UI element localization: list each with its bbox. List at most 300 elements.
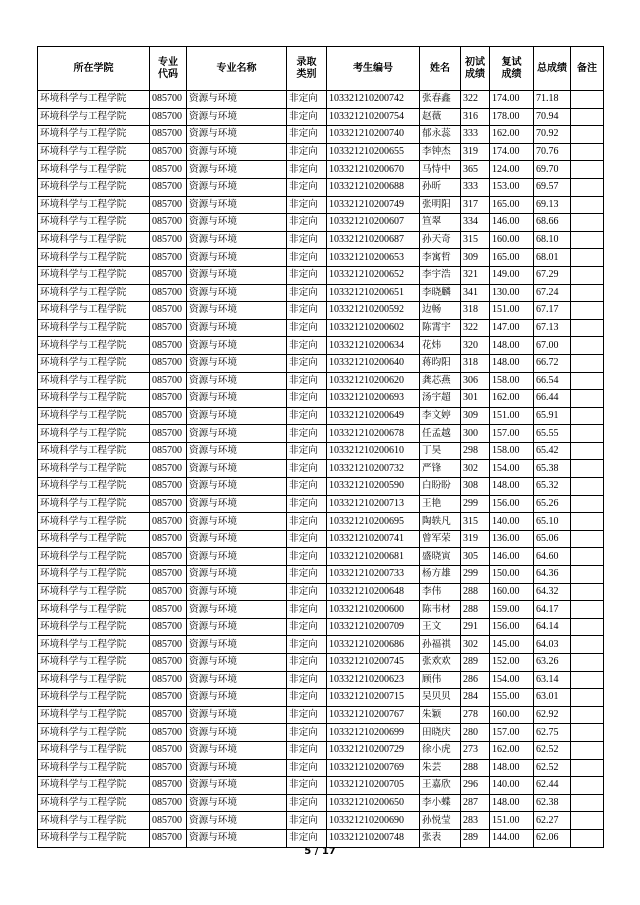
cell-total-score: 64.14 [534, 618, 571, 636]
cell-prelim-score: 302 [461, 460, 490, 478]
cell-retest-score: 157.00 [490, 425, 534, 443]
cell-major-name: 资源与环境 [187, 741, 287, 759]
cell-major-name: 资源与环境 [187, 601, 287, 619]
cell-name: 田晓庆 [420, 724, 461, 742]
cell-retest-score: 148.00 [490, 478, 534, 496]
cell-major-name: 资源与环境 [187, 829, 287, 847]
cell-remarks [571, 354, 604, 372]
cell-candidate-id: 103321210200653 [327, 249, 420, 267]
cell-prelim-score: 291 [461, 618, 490, 636]
cell-prelim-score: 301 [461, 390, 490, 408]
cell-major-name: 资源与环境 [187, 548, 287, 566]
cell-college: 环境科学与工程学院 [38, 777, 150, 795]
cell-college: 环境科学与工程学院 [38, 425, 150, 443]
header-name: 姓名 [420, 47, 461, 91]
cell-retest-score: 156.00 [490, 495, 534, 513]
cell-total-score: 64.32 [534, 583, 571, 601]
cell-major-name: 资源与环境 [187, 636, 287, 654]
cell-remarks [571, 618, 604, 636]
table-row [38, 249, 604, 267]
cell-prelim-score: 321 [461, 266, 490, 284]
cell-major-code: 085700 [150, 741, 187, 759]
cell-college: 环境科学与工程学院 [38, 741, 150, 759]
admission-results-table [37, 46, 604, 848]
table-row [38, 777, 604, 795]
table-row [38, 513, 604, 531]
cell-candidate-id: 103321210200742 [327, 91, 420, 109]
cell-major-code: 085700 [150, 495, 187, 513]
cell-major-name: 资源与环境 [187, 354, 287, 372]
cell-remarks [571, 583, 604, 601]
cell-prelim-score: 315 [461, 513, 490, 531]
cell-remarks [571, 337, 604, 355]
table-row [38, 337, 604, 355]
cell-name: 孙悦莹 [420, 812, 461, 830]
cell-retest-score: 140.00 [490, 513, 534, 531]
cell-major-name: 资源与环境 [187, 777, 287, 795]
cell-remarks [571, 126, 604, 144]
cell-prelim-score: 273 [461, 741, 490, 759]
cell-retest-score: 160.00 [490, 583, 534, 601]
cell-name: 丁昊 [420, 442, 461, 460]
cell-college: 环境科学与工程学院 [38, 196, 150, 214]
cell-retest-score: 147.00 [490, 319, 534, 337]
table-row [38, 618, 604, 636]
table-row [38, 530, 604, 548]
header-college: 所在学院 [38, 47, 150, 91]
cell-major-name: 资源与环境 [187, 231, 287, 249]
table-row [38, 178, 604, 196]
cell-remarks [571, 636, 604, 654]
cell-retest-score: 154.00 [490, 460, 534, 478]
cell-name: 蒋昀阳 [420, 354, 461, 372]
cell-prelim-score: 298 [461, 442, 490, 460]
cell-candidate-id: 103321210200652 [327, 266, 420, 284]
cell-college: 环境科学与工程学院 [38, 495, 150, 513]
cell-total-score: 62.06 [534, 829, 571, 847]
cell-admission-type: 非定向 [287, 460, 327, 478]
cell-total-score: 64.03 [534, 636, 571, 654]
cell-major-code: 085700 [150, 266, 187, 284]
cell-major-code: 085700 [150, 601, 187, 619]
cell-major-name: 资源与环境 [187, 91, 287, 109]
cell-prelim-score: 316 [461, 108, 490, 126]
cell-retest-score: 150.00 [490, 566, 534, 584]
cell-retest-score: 158.00 [490, 372, 534, 390]
cell-college: 环境科学与工程学院 [38, 178, 150, 196]
cell-college: 环境科学与工程学院 [38, 812, 150, 830]
table-row [38, 794, 604, 812]
cell-remarks [571, 671, 604, 689]
cell-prelim-score: 288 [461, 583, 490, 601]
cell-major-code: 085700 [150, 478, 187, 496]
cell-candidate-id: 103321210200620 [327, 372, 420, 390]
cell-admission-type: 非定向 [287, 337, 327, 355]
cell-total-score: 67.29 [534, 266, 571, 284]
cell-candidate-id: 103321210200655 [327, 143, 420, 161]
cell-admission-type: 非定向 [287, 741, 327, 759]
cell-retest-score: 151.00 [490, 407, 534, 425]
table-row [38, 390, 604, 408]
cell-total-score: 70.92 [534, 126, 571, 144]
cell-remarks [571, 495, 604, 513]
cell-admission-type: 非定向 [287, 231, 327, 249]
cell-candidate-id: 103321210200681 [327, 548, 420, 566]
cell-retest-score: 151.00 [490, 302, 534, 320]
cell-name: 白盼盼 [420, 478, 461, 496]
cell-admission-type: 非定向 [287, 777, 327, 795]
cell-name: 张欢欢 [420, 654, 461, 672]
cell-name: 龚芯燕 [420, 372, 461, 390]
cell-name: 陈霄宇 [420, 319, 461, 337]
cell-remarks [571, 741, 604, 759]
cell-remarks [571, 302, 604, 320]
cell-admission-type: 非定向 [287, 302, 327, 320]
cell-total-score: 70.76 [534, 143, 571, 161]
table-row [38, 91, 604, 109]
cell-college: 环境科学与工程学院 [38, 266, 150, 284]
cell-major-code: 085700 [150, 794, 187, 812]
cell-remarks [571, 196, 604, 214]
cell-retest-score: 178.00 [490, 108, 534, 126]
table-row [38, 601, 604, 619]
cell-total-score: 69.70 [534, 161, 571, 179]
table-row [38, 706, 604, 724]
cell-major-name: 资源与环境 [187, 671, 287, 689]
cell-prelim-score: 289 [461, 829, 490, 847]
cell-major-code: 085700 [150, 618, 187, 636]
cell-college: 环境科学与工程学院 [38, 566, 150, 584]
cell-prelim-score: 289 [461, 654, 490, 672]
cell-name: 张春鑫 [420, 91, 461, 109]
cell-retest-score: 140.00 [490, 777, 534, 795]
cell-major-name: 资源与环境 [187, 425, 287, 443]
cell-prelim-score: 319 [461, 143, 490, 161]
cell-name: 李伟 [420, 583, 461, 601]
cell-major-name: 资源与环境 [187, 812, 287, 830]
cell-total-score: 66.54 [534, 372, 571, 390]
cell-remarks [571, 513, 604, 531]
cell-college: 环境科学与工程学院 [38, 372, 150, 390]
cell-name: 陈韦材 [420, 601, 461, 619]
cell-admission-type: 非定向 [287, 178, 327, 196]
cell-retest-score: 158.00 [490, 442, 534, 460]
cell-remarks [571, 390, 604, 408]
cell-major-name: 资源与环境 [187, 654, 287, 672]
cell-major-name: 资源与环境 [187, 759, 287, 777]
cell-admission-type: 非定向 [287, 601, 327, 619]
cell-prelim-score: 317 [461, 196, 490, 214]
cell-admission-type: 非定向 [287, 372, 327, 390]
cell-retest-score: 162.00 [490, 126, 534, 144]
cell-retest-score: 148.00 [490, 337, 534, 355]
cell-major-name: 资源与环境 [187, 530, 287, 548]
cell-major-code: 085700 [150, 372, 187, 390]
cell-admission-type: 非定向 [287, 284, 327, 302]
cell-prelim-score: 305 [461, 548, 490, 566]
cell-admission-type: 非定向 [287, 513, 327, 531]
cell-major-code: 085700 [150, 777, 187, 795]
cell-total-score: 62.27 [534, 812, 571, 830]
cell-retest-score: 160.00 [490, 231, 534, 249]
cell-candidate-id: 103321210200649 [327, 407, 420, 425]
cell-major-name: 资源与环境 [187, 442, 287, 460]
table-row [38, 266, 604, 284]
cell-retest-score: 124.00 [490, 161, 534, 179]
cell-major-code: 085700 [150, 178, 187, 196]
cell-college: 环境科学与工程学院 [38, 671, 150, 689]
cell-remarks [571, 372, 604, 390]
cell-college: 环境科学与工程学院 [38, 143, 150, 161]
table-row [38, 302, 604, 320]
cell-major-name: 资源与环境 [187, 706, 287, 724]
cell-major-name: 资源与环境 [187, 689, 287, 707]
cell-remarks [571, 777, 604, 795]
cell-name: 花炜 [420, 337, 461, 355]
cell-admission-type: 非定向 [287, 161, 327, 179]
cell-total-score: 64.36 [534, 566, 571, 584]
cell-name: 笪翠 [420, 214, 461, 232]
cell-retest-score: 151.00 [490, 812, 534, 830]
table-row [38, 143, 604, 161]
cell-major-code: 085700 [150, 829, 187, 847]
cell-candidate-id: 103321210200623 [327, 671, 420, 689]
cell-major-code: 085700 [150, 425, 187, 443]
cell-name: 李钟杰 [420, 143, 461, 161]
cell-college: 环境科学与工程学院 [38, 460, 150, 478]
cell-college: 环境科学与工程学院 [38, 354, 150, 372]
cell-major-name: 资源与环境 [187, 495, 287, 513]
cell-name: 朱颖 [420, 706, 461, 724]
cell-total-score: 66.72 [534, 354, 571, 372]
cell-name: 吴贝贝 [420, 689, 461, 707]
header-retest-score: 复试 成绩 [490, 47, 534, 91]
cell-major-code: 085700 [150, 654, 187, 672]
cell-college: 环境科学与工程学院 [38, 319, 150, 337]
cell-major-name: 资源与环境 [187, 566, 287, 584]
cell-prelim-score: 300 [461, 425, 490, 443]
cell-retest-score: 162.00 [490, 741, 534, 759]
cell-candidate-id: 103321210200769 [327, 759, 420, 777]
cell-candidate-id: 103321210200651 [327, 284, 420, 302]
cell-name: 杨方雄 [420, 566, 461, 584]
cell-college: 环境科学与工程学院 [38, 794, 150, 812]
cell-candidate-id: 103321210200688 [327, 178, 420, 196]
table-row [38, 214, 604, 232]
cell-prelim-score: 319 [461, 530, 490, 548]
table-row [38, 460, 604, 478]
cell-major-name: 资源与环境 [187, 161, 287, 179]
cell-college: 环境科学与工程学院 [38, 214, 150, 232]
cell-name: 张明阳 [420, 196, 461, 214]
table-row [38, 548, 604, 566]
cell-remarks [571, 794, 604, 812]
cell-remarks [571, 566, 604, 584]
cell-admission-type: 非定向 [287, 583, 327, 601]
cell-candidate-id: 103321210200748 [327, 829, 420, 847]
table-row [38, 231, 604, 249]
cell-admission-type: 非定向 [287, 759, 327, 777]
cell-prelim-score: 288 [461, 601, 490, 619]
cell-admission-type: 非定向 [287, 689, 327, 707]
cell-admission-type: 非定向 [287, 724, 327, 742]
table-row [38, 495, 604, 513]
cell-total-score: 65.55 [534, 425, 571, 443]
cell-college: 环境科学与工程学院 [38, 548, 150, 566]
cell-admission-type: 非定向 [287, 108, 327, 126]
cell-name: 徐小虎 [420, 741, 461, 759]
cell-total-score: 71.18 [534, 91, 571, 109]
cell-candidate-id: 103321210200705 [327, 777, 420, 795]
cell-total-score: 65.26 [534, 495, 571, 513]
cell-college: 环境科学与工程学院 [38, 759, 150, 777]
cell-candidate-id: 103321210200590 [327, 478, 420, 496]
cell-college: 环境科学与工程学院 [38, 284, 150, 302]
table-row [38, 566, 604, 584]
cell-major-code: 085700 [150, 302, 187, 320]
cell-major-name: 资源与环境 [187, 618, 287, 636]
cell-candidate-id: 103321210200732 [327, 460, 420, 478]
cell-major-name: 资源与环境 [187, 794, 287, 812]
cell-major-code: 085700 [150, 513, 187, 531]
cell-candidate-id: 103321210200745 [327, 654, 420, 672]
cell-total-score: 67.17 [534, 302, 571, 320]
cell-candidate-id: 103321210200602 [327, 319, 420, 337]
cell-major-code: 085700 [150, 161, 187, 179]
cell-total-score: 68.10 [534, 231, 571, 249]
cell-total-score: 65.38 [534, 460, 571, 478]
cell-retest-score: 154.00 [490, 671, 534, 689]
cell-candidate-id: 103321210200607 [327, 214, 420, 232]
cell-remarks [571, 548, 604, 566]
cell-total-score: 68.01 [534, 249, 571, 267]
cell-admission-type: 非定向 [287, 636, 327, 654]
cell-remarks [571, 689, 604, 707]
cell-college: 环境科学与工程学院 [38, 91, 150, 109]
cell-remarks [571, 319, 604, 337]
cell-prelim-score: 299 [461, 495, 490, 513]
cell-name: 汤宇超 [420, 390, 461, 408]
header-major-name: 专业名称 [187, 47, 287, 91]
table-row [38, 319, 604, 337]
cell-major-code: 085700 [150, 126, 187, 144]
cell-prelim-score: 322 [461, 91, 490, 109]
cell-major-code: 085700 [150, 442, 187, 460]
cell-remarks [571, 249, 604, 267]
cell-prelim-score: 308 [461, 478, 490, 496]
cell-prelim-score: 320 [461, 337, 490, 355]
cell-name: 郁永蕊 [420, 126, 461, 144]
table-row [38, 354, 604, 372]
table-row [38, 671, 604, 689]
cell-candidate-id: 103321210200699 [327, 724, 420, 742]
cell-total-score: 69.57 [534, 178, 571, 196]
cell-prelim-score: 302 [461, 636, 490, 654]
cell-total-score: 62.75 [534, 724, 571, 742]
cell-candidate-id: 103321210200741 [327, 530, 420, 548]
table-row [38, 724, 604, 742]
cell-prelim-score: 315 [461, 231, 490, 249]
cell-remarks [571, 425, 604, 443]
cell-name: 李小蝶 [420, 794, 461, 812]
cell-admission-type: 非定向 [287, 249, 327, 267]
cell-retest-score: 156.00 [490, 618, 534, 636]
cell-major-code: 085700 [150, 812, 187, 830]
cell-college: 环境科学与工程学院 [38, 654, 150, 672]
cell-candidate-id: 103321210200640 [327, 354, 420, 372]
cell-candidate-id: 103321210200678 [327, 425, 420, 443]
cell-name: 李宇浩 [420, 266, 461, 284]
cell-major-name: 资源与环境 [187, 407, 287, 425]
cell-major-code: 085700 [150, 724, 187, 742]
cell-remarks [571, 530, 604, 548]
cell-total-score: 65.91 [534, 407, 571, 425]
cell-admission-type: 非定向 [287, 442, 327, 460]
cell-name: 任孟越 [420, 425, 461, 443]
cell-major-code: 085700 [150, 249, 187, 267]
cell-name: 边畅 [420, 302, 461, 320]
cell-candidate-id: 103321210200634 [327, 337, 420, 355]
cell-college: 环境科学与工程学院 [38, 442, 150, 460]
cell-major-code: 085700 [150, 284, 187, 302]
cell-remarks [571, 178, 604, 196]
cell-candidate-id: 103321210200686 [327, 636, 420, 654]
cell-total-score: 62.52 [534, 759, 571, 777]
cell-major-code: 085700 [150, 214, 187, 232]
cell-name: 李文婷 [420, 407, 461, 425]
cell-admission-type: 非定向 [287, 829, 327, 847]
cell-college: 环境科学与工程学院 [38, 302, 150, 320]
cell-total-score: 62.38 [534, 794, 571, 812]
cell-name: 孙福祺 [420, 636, 461, 654]
cell-prelim-score: 284 [461, 689, 490, 707]
table-row [38, 583, 604, 601]
cell-major-name: 资源与环境 [187, 249, 287, 267]
cell-remarks [571, 407, 604, 425]
cell-candidate-id: 103321210200715 [327, 689, 420, 707]
cell-admission-type: 非定向 [287, 143, 327, 161]
cell-college: 环境科学与工程学院 [38, 161, 150, 179]
cell-admission-type: 非定向 [287, 495, 327, 513]
cell-admission-type: 非定向 [287, 530, 327, 548]
cell-candidate-id: 103321210200713 [327, 495, 420, 513]
cell-college: 环境科学与工程学院 [38, 231, 150, 249]
cell-major-name: 资源与环境 [187, 214, 287, 232]
cell-name: 盛晓寅 [420, 548, 461, 566]
cell-admission-type: 非定向 [287, 425, 327, 443]
cell-major-name: 资源与环境 [187, 284, 287, 302]
cell-total-score: 68.66 [534, 214, 571, 232]
cell-retest-score: 155.00 [490, 689, 534, 707]
cell-candidate-id: 103321210200650 [327, 794, 420, 812]
cell-prelim-score: 333 [461, 126, 490, 144]
table-row [38, 812, 604, 830]
cell-candidate-id: 103321210200695 [327, 513, 420, 531]
cell-name: 朱芸 [420, 759, 461, 777]
cell-name: 陶轶凡 [420, 513, 461, 531]
cell-admission-type: 非定向 [287, 390, 327, 408]
table-row [38, 689, 604, 707]
cell-major-code: 085700 [150, 583, 187, 601]
cell-total-score: 62.44 [534, 777, 571, 795]
cell-major-code: 085700 [150, 143, 187, 161]
cell-remarks [571, 442, 604, 460]
cell-major-name: 资源与环境 [187, 108, 287, 126]
cell-total-score: 65.42 [534, 442, 571, 460]
cell-admission-type: 非定向 [287, 91, 327, 109]
cell-admission-type: 非定向 [287, 407, 327, 425]
cell-name: 王嘉欣 [420, 777, 461, 795]
